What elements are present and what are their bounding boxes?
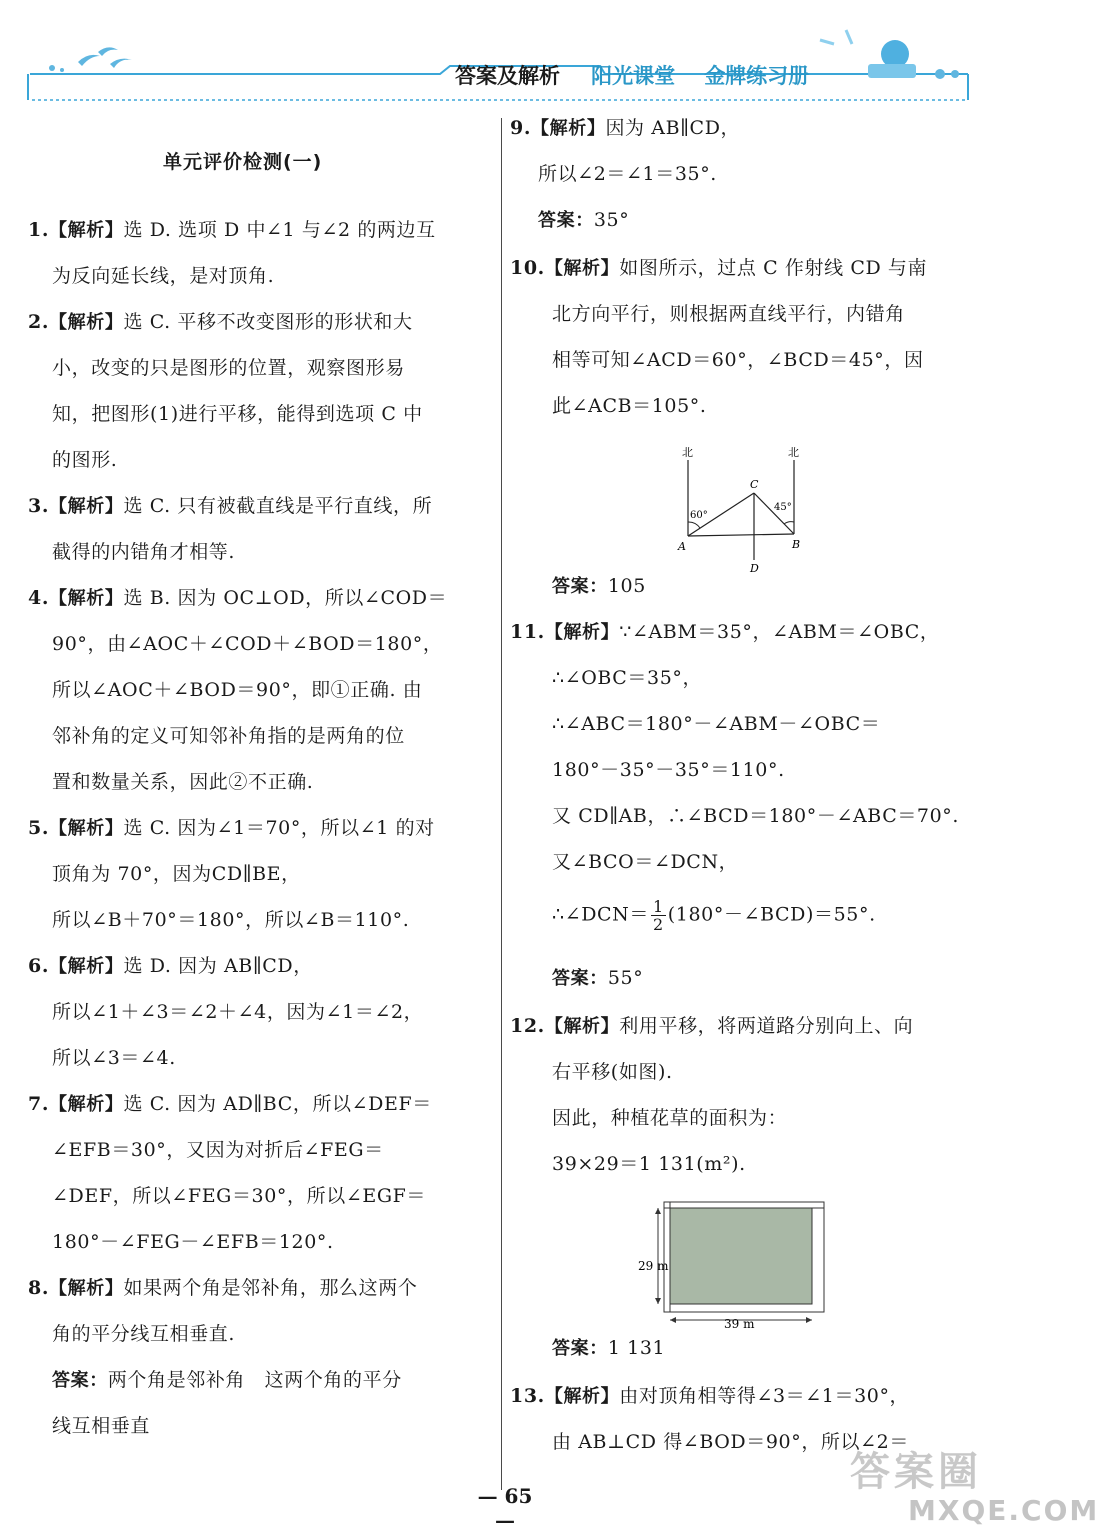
q10-line-1 [510,256,927,281]
q11-line-4: 180°－35°－35°＝110°. [552,759,785,781]
header-section: 答案及解析 [455,64,560,88]
segment-cb [754,493,794,534]
header-title [455,60,809,90]
height-label: 29 m [638,1259,669,1273]
point-a-label: A [678,540,686,553]
q5-analysis-tag: 【解析】 [49,818,124,839]
q7-analysis-tag: 【解析】 [49,1094,124,1115]
q11-number: 11. [510,621,545,643]
q10-bearing-figure [670,438,810,574]
q2-text: 选 C. 平移不改变图形的形状和大 [123,311,413,333]
q11-answer-label: 答案： [552,968,608,989]
q6-analysis-tag: 【解析】 [49,956,124,977]
page-header [0,0,1059,110]
q12-line-1 [510,1014,913,1039]
q2-line-3: 知，把图形(1)进行平移，能得到选项 C 中 [52,403,423,425]
q13-analysis-tag: 【解析】 [544,1386,620,1407]
q10-line-2: 北方向平行，则根据两直线平行，内错角 [552,303,905,325]
q7-line-4: 180°－∠FEG－∠EFB＝120°. [52,1231,334,1253]
angle-arc-b [784,522,794,524]
q10-line-3: 相等可知∠ACD＝60°，∠BCD＝45°，因 [552,349,924,371]
q12-answer-text: 1 131 [607,1337,666,1359]
q3-line-1 [28,494,432,519]
q6-text: 选 D. 因为 AB∥CD， [123,955,313,977]
q10-text: 如图所示，过点 C 作射线 CD 与南 [619,257,928,279]
north-label-b: 北 [788,446,799,459]
q9-analysis-tag: 【解析】 [531,118,606,139]
q1-analysis-tag: 【解析】 [49,220,124,241]
q12-line-2: 右平移(如图). [552,1061,673,1083]
q5-line-3: 所以∠B＋70°＝180°，所以∠B＝110°. [52,909,410,931]
q8-answer [52,1368,402,1393]
q11-line-5: 又 CD∥AB，∴∠BCD＝180°－∠ABC＝70°. [552,805,960,827]
q11-analysis-tag: 【解析】 [544,622,620,643]
q10-answer [552,574,646,599]
q3-analysis-tag: 【解析】 [49,496,124,517]
q3-text: 选 C. 只有被截直线是平行直线，所 [123,495,433,517]
header-decoration [0,0,1059,110]
q12-line-4: 39×29＝1 131(m²). [552,1153,746,1175]
q2-line-1 [28,310,413,335]
sunlight-decoration-icon [820,30,959,79]
q11-text: ∵∠ABM＝35°，∠ABM＝∠OBC， [619,621,940,643]
q5-text: 选 C. 因为∠1＝70°，所以∠1 的对 [123,817,435,839]
q8-analysis-tag: 【解析】 [49,1278,124,1299]
q2-analysis-tag: 【解析】 [49,312,124,333]
q12-line-3: 因此，种植花草的面积为： [552,1107,788,1129]
q11-answer-text: 55° [607,967,644,989]
q11-l7-suffix: (180°－∠BCD)＝55°. [667,903,876,926]
q12-answer [552,1336,665,1361]
q9-line-1 [510,116,740,141]
column-divider [501,118,502,1490]
q7-line-1 [28,1092,432,1117]
q12-analysis-tag: 【解析】 [544,1016,620,1037]
north-label-a: 北 [682,446,693,459]
q5-line-1 [28,816,435,841]
q9-answer-text: 35° [593,209,630,231]
q8-answer-line-2: 线互相垂直 [52,1415,151,1437]
q9-text: 因为 AB∥CD， [605,117,741,139]
q10-analysis-tag: 【解析】 [544,258,620,279]
point-d-label: D [750,562,759,575]
q12-text: 利用平移，将两道路分别向上、向 [619,1015,914,1037]
q8-line-1 [28,1276,417,1301]
watermark-domain: MXQE.COM [908,1494,1099,1527]
q2-line-4: 的图形. [52,449,118,471]
q11-l7-prefix: ∴∠DCN＝ [552,903,650,926]
width-label: 39 m [724,1317,755,1331]
q6-number: 6. [28,955,50,977]
q11-answer [552,966,643,991]
q1-line-1 [28,218,436,243]
q11-line-1 [510,620,940,645]
q10-answer-text: 105 [607,575,646,597]
fraction-denominator: 2 [653,915,664,934]
q11-line-7 [552,898,876,933]
point-c-label: C [750,478,759,491]
q13-text: 由对顶角相等得∠3＝∠1＝30°， [619,1385,910,1407]
q6-line-2: 所以∠1＋∠3＝∠2＋∠4，因为∠1＝∠2， [52,1001,424,1023]
birds-icon [49,47,132,72]
q9-answer [538,208,629,233]
segment-ab [688,534,794,536]
q7-line-2: ∠EFB＝30°，又因为对折后∠FEG＝ [52,1139,384,1161]
q8-answer-text: 两个角是邻补角 这两个角的平分 [107,1369,402,1391]
q8-answer-label: 答案： [52,1370,108,1391]
q10-line-4: 此∠ACB＝105°. [552,395,707,417]
q4-line-5: 置和数量关系，因此②不正确. [52,771,314,793]
q11-line-3: ∴∠ABC＝180°－∠ABM－∠OBC＝ [552,713,881,735]
q5-line-2: 顶角为 70°，因为CD∥BE， [52,863,301,885]
q12-garden-figure [640,1198,830,1332]
q7-line-3: ∠DEF，所以∠FEG＝30°，所以∠EGF＝ [52,1185,426,1207]
q12-number: 12. [510,1015,545,1037]
q8-text: 如果两个角是邻补角，那么这两个 [123,1277,418,1299]
q13-line-2: 由 AB⊥CD 得∠BOD＝90°，所以∠2＝ [552,1431,909,1453]
q13-number: 13. [510,1385,545,1407]
q5-number: 5. [28,817,50,839]
watermark-logo [850,1440,1099,1536]
angle-a-label: 60° [690,510,708,521]
q1-line-2: 为反向延长线，是对顶角. [52,265,275,287]
q3-number: 3. [28,495,50,517]
q4-analysis-tag: 【解析】 [49,588,124,609]
q4-line-3: 所以∠AOC＋∠BOD＝90°，即①正确. 由 [52,679,423,701]
q2-line-2: 小，改变的只是图形的位置，观察图形易 [52,357,405,379]
q7-number: 7. [28,1093,50,1115]
q1-number: 1. [28,219,50,241]
q13-line-1 [510,1384,909,1409]
q11-line-2: ∴∠OBC＝35°， [552,667,703,689]
q9-answer-label: 答案： [538,210,594,231]
fraction-numerator: 1 [653,897,664,916]
q4-line-4: 邻补角的定义可知邻补角指的是两角的位 [52,725,405,747]
header-series: 阳光课堂 [591,64,676,88]
q9-number: 9. [510,117,532,139]
q4-text: 选 B. 因为 OC⊥OD，所以∠COD＝ [123,587,448,609]
q2-number: 2. [28,311,50,333]
section-title: 单元评价检测(一) [163,151,323,173]
header-book: 金牌练习册 [704,64,810,88]
q10-number: 10. [510,257,545,279]
page-number: — 65 — [477,1484,533,1532]
q9-line-2: 所以∠2＝∠1＝35°. [538,163,717,185]
q4-line-1 [28,586,447,611]
fraction-one-half [651,898,666,933]
q6-line-1 [28,954,313,979]
q8-number: 8. [28,1277,50,1299]
angle-arc-a [688,522,700,528]
angle-b-label: 45° [774,502,792,513]
planting-area [670,1208,812,1304]
q4-number: 4. [28,587,50,609]
q3-line-2: 截得的内错角才相等. [52,541,236,563]
q4-line-2: 90°，由∠AOC＋∠COD＋∠BOD＝180°， [52,633,443,655]
watermark-text: 答案圈 [850,1449,982,1495]
point-b-label: B [792,538,801,551]
q12-answer-label: 答案： [552,1338,608,1359]
q10-answer-label: 答案： [552,576,608,597]
q1-text: 选 D. 选项 D 中∠1 与∠2 的两边互 [123,219,436,241]
q8-line-2: 角的平分线互相垂直. [52,1323,236,1345]
q7-text: 选 C. 因为 AD∥BC，所以∠DEF＝ [123,1093,432,1115]
q11-line-6: 又∠BCO＝∠DCN， [552,851,739,873]
q6-line-3: 所以∠3＝∠4. [52,1047,176,1069]
